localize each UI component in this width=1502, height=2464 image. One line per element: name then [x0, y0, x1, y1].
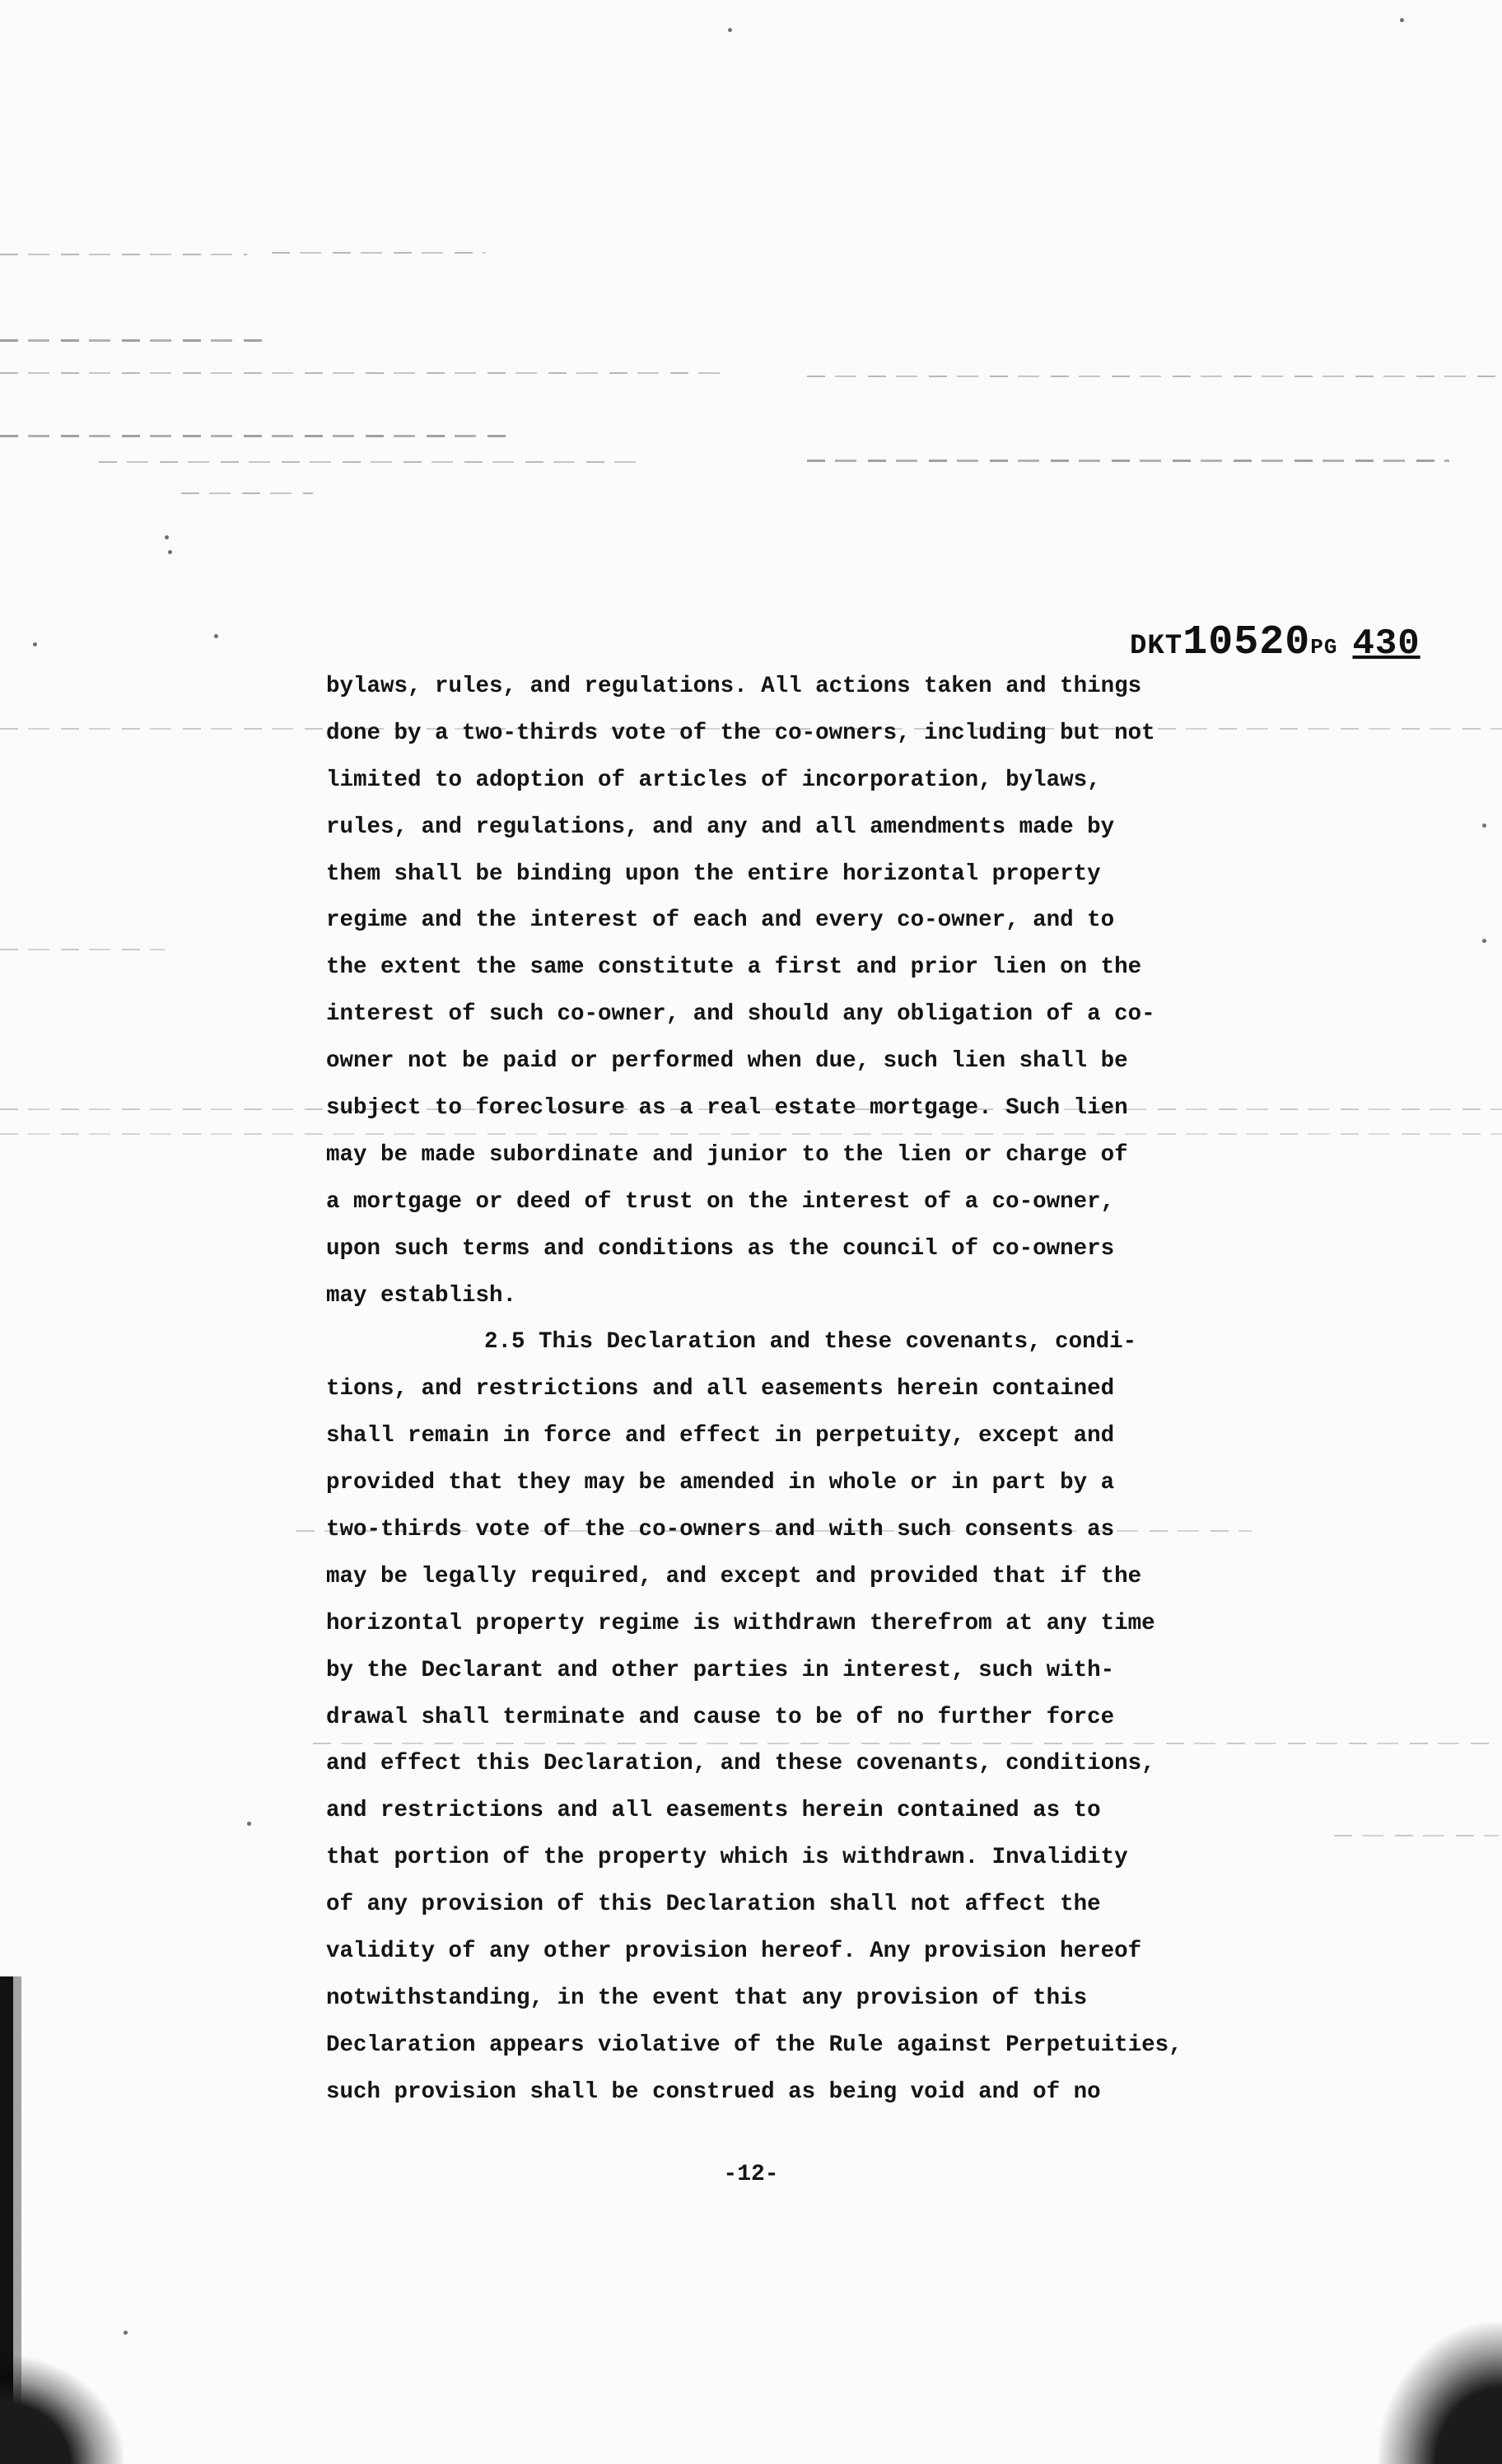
text-line: and effect this Declaration, and these covenants, conditions, — [326, 1751, 1155, 1777]
scan-streak — [807, 460, 1449, 462]
text-line: provided that they may be amended in whole or in part by a — [326, 1470, 1115, 1496]
text-line: Declaration appears violative of the Rule against Perpetuities, — [326, 2032, 1182, 2058]
text-line: such provision shall be construed as being void and of no — [326, 2079, 1101, 2105]
book-prefix: DKT — [1130, 631, 1183, 662]
page-footer-number: -12- — [723, 2162, 779, 2187]
text-line: rules, and regulations, and any and all amendments made by — [326, 814, 1115, 840]
text-line: owner not be paid or performed when due, such lien shall be — [326, 1048, 1128, 1075]
scan-streak — [272, 252, 486, 254]
scan-streak — [0, 339, 272, 342]
text-line: horizontal property regime is withdrawn therefrom at any time — [326, 1610, 1155, 1636]
section-heading-line: 2.5 This Declaration and these covenants, condi- — [484, 1329, 1137, 1356]
page-prefix: PG — [1310, 635, 1338, 660]
declaration-body — [326, 664, 1265, 2116]
scan-speck — [728, 28, 732, 32]
book-page-reference — [1130, 619, 1420, 666]
scan-speck — [1400, 18, 1404, 22]
text-line: done by a two-thirds vote of the co-owners, including but not — [326, 720, 1155, 746]
text-line: and restrictions and all easements herein contained as to — [326, 1798, 1101, 1824]
text-line: may be made subordinate and junior to the lien or charge of — [326, 1141, 1128, 1168]
text-line: may be legally required, and except and provided that if the — [326, 1563, 1142, 1589]
scan-streak — [807, 376, 1502, 377]
scan-corner-shadow — [1378, 2322, 1502, 2464]
text-line: bylaws, rules, and regulations. All actions taken and things — [326, 674, 1142, 699]
text-line: tions, and restrictions and all easements herein contained — [326, 1376, 1115, 1402]
text-line: shall remain in force and effect in perpetuity, except and — [326, 1423, 1115, 1449]
text-line: notwithstanding, in the event that any provision of this — [326, 1985, 1088, 2011]
scan-streak — [99, 461, 642, 463]
text-line: a mortgage or deed of trust on the interest of a co-owner, — [326, 1188, 1115, 1215]
scan-corner-shadow — [0, 2355, 124, 2464]
text-line: drawal shall terminate and cause to be of no further force — [326, 1704, 1115, 1730]
text-line: upon such terms and conditions as the council of co-owners — [326, 1235, 1115, 1262]
text-line: limited to adoption of articles of incorporation, bylaws, — [326, 767, 1101, 793]
text-line: subject to foreclosure as a real estate mortgage. Such lien — [326, 1095, 1128, 1122]
text-line: them shall be binding upon the entire horizontal property — [326, 861, 1101, 887]
text-line: two-thirds vote of the co-owners and with such consents as — [326, 1517, 1115, 1543]
text-line: interest of such co-owner, and should any obligation of a co- — [326, 1001, 1155, 1028]
book-number: 10520 — [1182, 619, 1311, 666]
scan-speck — [168, 550, 172, 554]
scan-speck — [247, 1822, 251, 1826]
scan-speck — [1482, 939, 1486, 943]
text-line: that portion of the property which is withdrawn. Invalidity — [326, 1845, 1128, 1871]
scan-streak — [0, 372, 725, 374]
text-line: regime and the interest of each and every co-owner, and to — [326, 908, 1115, 934]
scan-streak — [0, 949, 165, 950]
text-line: of any provision of this Declaration shall not affect the — [326, 1892, 1101, 1918]
scan-speck — [214, 634, 218, 638]
text-line: may establish. — [326, 1282, 517, 1309]
scan-speck — [165, 535, 169, 539]
scan-speck — [33, 642, 37, 646]
text-line: by the Declarant and other parties in interest, such with- — [326, 1657, 1115, 1683]
scan-streak — [0, 435, 511, 437]
page-number-ref: 430 — [1352, 623, 1420, 665]
scan-streak — [0, 254, 247, 255]
text-line: the extent the same constitute a first and prior lien on the — [326, 954, 1142, 981]
scan-streak — [1334, 1835, 1499, 1836]
scan-speck — [124, 2331, 128, 2335]
scan-speck — [1482, 824, 1486, 828]
scan-streak — [181, 492, 313, 494]
text-line: validity of any other provision hereof. Any provision hereof — [326, 1939, 1142, 1965]
